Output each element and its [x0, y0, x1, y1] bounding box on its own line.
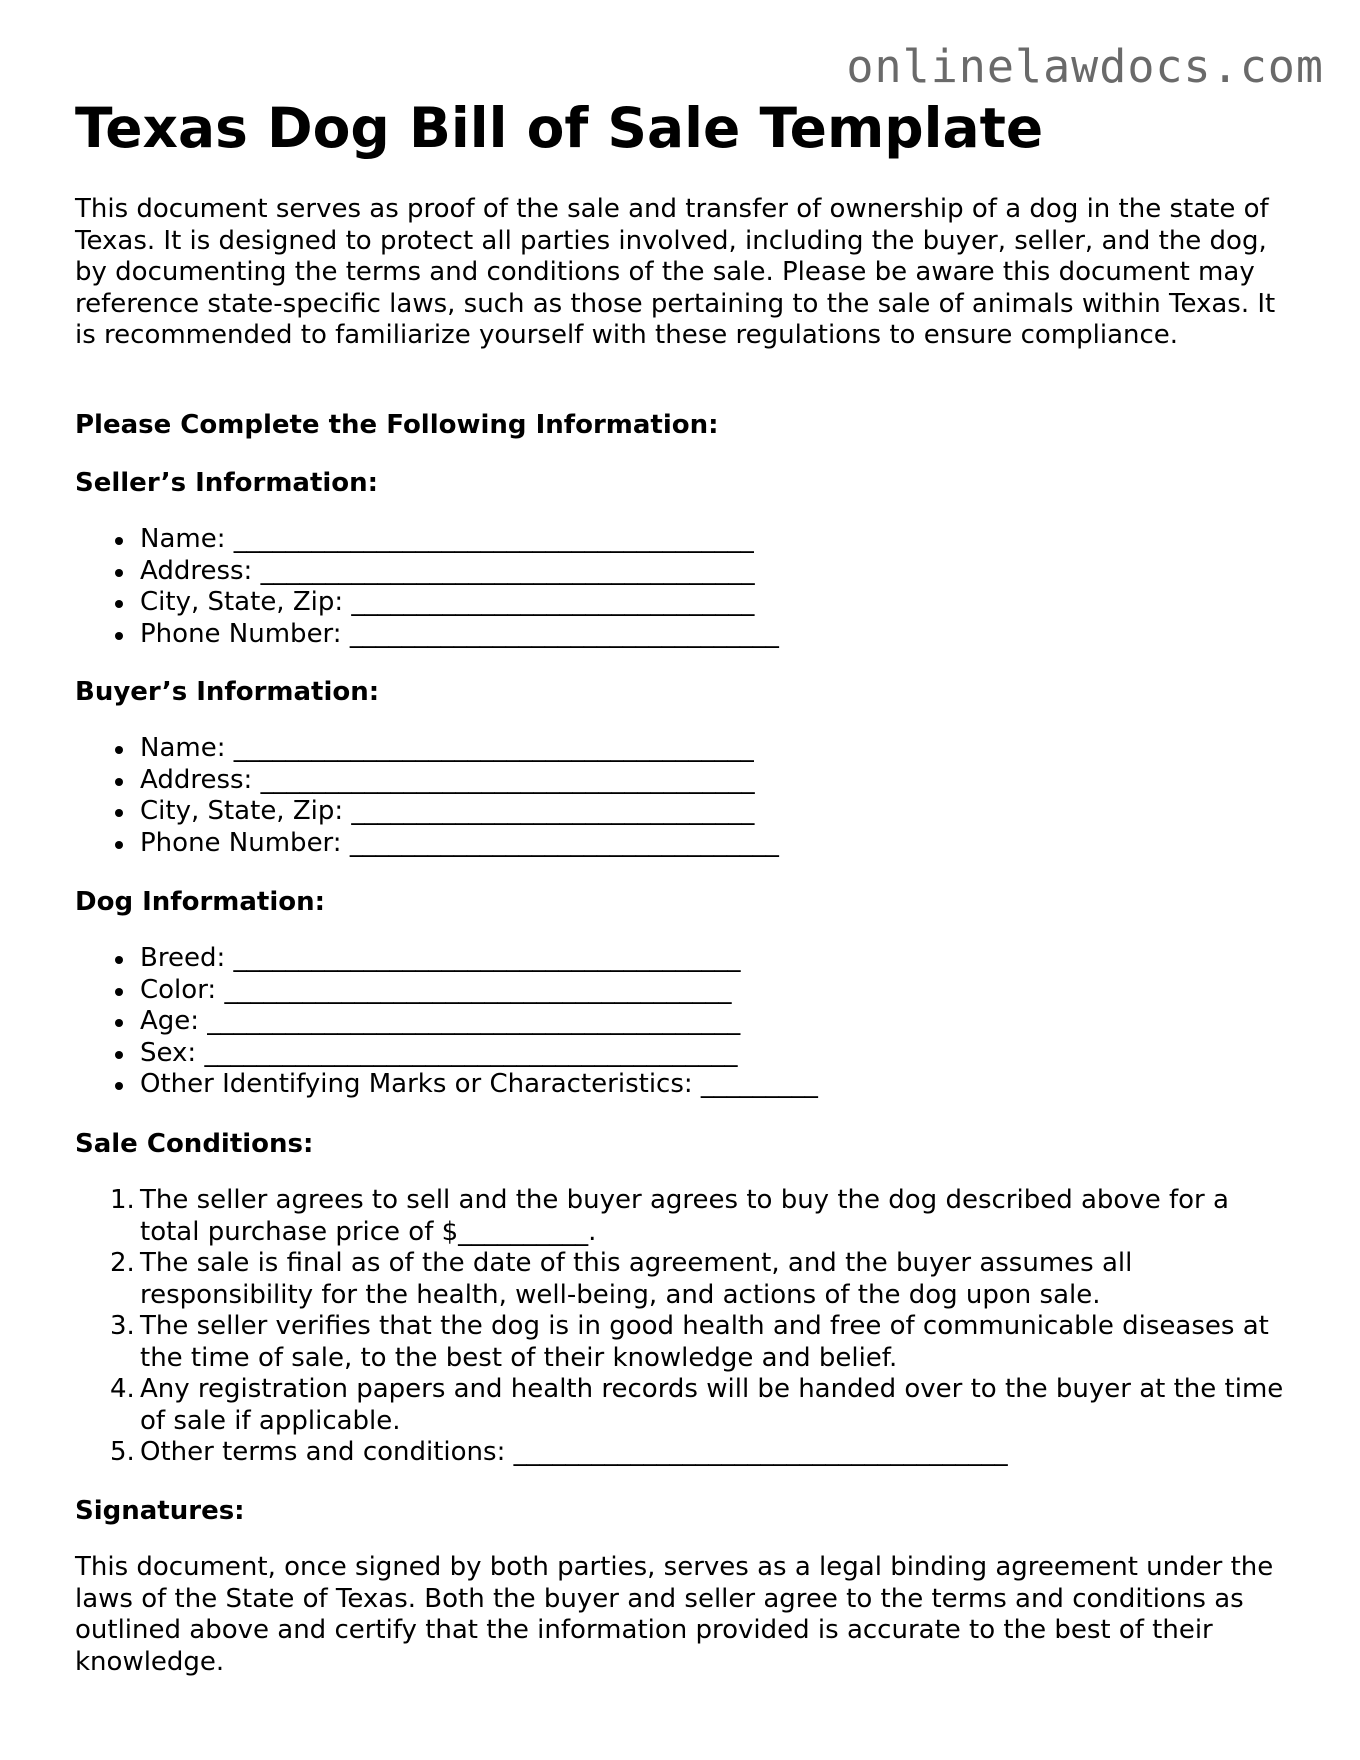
buyer-fields — [75, 733, 1290, 859]
page-title: Texas Dog Bill of Sale Template — [75, 96, 1044, 160]
complete-heading: Please Complete the Following Information: — [75, 410, 719, 440]
document-body — [75, 96, 1290, 1677]
condition-text: Any registration papers and health records will be handed over to the buyer at the time of sale if applicable. — [140, 1374, 1284, 1436]
dog-color-field[interactable]: Color: _______________________________________ — [75, 975, 1290, 1007]
condition-number: 1. — [110, 1185, 135, 1215]
seller-address-field[interactable]: Address: ______________________________________ — [75, 556, 1290, 588]
intro-paragraph: This document serves as proof of the sale and transfer of ownership of a dog in the state of Texas. It is designed to protect all parties involved, including the buyer, seller, and the dog, by documenting the terms and conditions of the sale. Please be aware this document may reference state-specific laws, such as those pertaining to the sale of animals within Texas. It is recommended to familiarize yourself with these regulations to ensure compliance. — [75, 194, 1276, 350]
condition-number: 2. — [110, 1248, 135, 1278]
sale-condition-item — [75, 1185, 1290, 1248]
seller-fields — [75, 524, 1290, 650]
condition-number: 5. — [110, 1437, 135, 1467]
dog-sex-field[interactable]: Sex: _________________________________________ — [75, 1038, 1290, 1070]
sale-heading: Sale Conditions: — [75, 1129, 314, 1159]
condition-text: The seller verifies that the dog is in good health and free of communicable diseases at the time of sale, to the best of their knowledge and belief. — [140, 1311, 1269, 1373]
buyer-phone-field[interactable]: Phone Number: _________________________________ — [75, 828, 1290, 860]
sale-condition-item — [75, 1248, 1290, 1311]
dog-heading: Dog Information: — [75, 887, 326, 917]
seller-phone-field[interactable]: Phone Number: _________________________________ — [75, 619, 1290, 651]
sale-condition-item — [75, 1311, 1290, 1374]
condition-number: 3. — [110, 1311, 135, 1341]
condition-text[interactable]: The seller agrees to sell and the buyer agrees to buy the dog described above for a total purchase price of $__________. — [140, 1185, 1229, 1247]
seller-city-state-zip-field[interactable]: City, State, Zip: _______________________________ — [75, 587, 1290, 619]
seller-heading: Seller’s Information: — [75, 468, 379, 498]
seller-name-field[interactable]: Name: ________________________________________ — [75, 524, 1290, 556]
sale-condition-item — [75, 1374, 1290, 1437]
buyer-heading: Buyer’s Information: — [75, 677, 380, 707]
sale-conditions-list — [75, 1185, 1290, 1469]
dog-marks-field[interactable]: Other Identifying Marks or Characteristics: _________ — [75, 1069, 1290, 1101]
dog-age-field[interactable]: Age: _________________________________________ — [75, 1006, 1290, 1038]
condition-number: 4. — [110, 1374, 135, 1404]
condition-text: The sale is final as of the date of this agreement, and the buyer assumes all responsibility for the health, well-being, and actions of the dog upon sale. — [140, 1248, 1133, 1310]
signatures-paragraph: This document, once signed by both parties, serves as a legal binding agreement under the laws of the State of Texas. Both the buyer and seller agree to the terms and conditions as outlined above and certify that the information provided is accurate to the best of their knowledge. — [75, 1552, 1274, 1677]
sale-condition-item — [75, 1437, 1290, 1469]
dog-breed-field[interactable]: Breed: _______________________________________ — [75, 943, 1290, 975]
signatures-heading: Signatures: — [75, 1496, 245, 1526]
buyer-name-field[interactable]: Name: ________________________________________ — [75, 733, 1290, 765]
buyer-address-field[interactable]: Address: ______________________________________ — [75, 765, 1290, 797]
dog-fields — [75, 943, 1290, 1101]
buyer-city-state-zip-field[interactable]: City, State, Zip: _______________________________ — [75, 796, 1290, 828]
condition-text[interactable]: Other terms and conditions: ______________________________________ — [140, 1437, 1008, 1467]
watermark: onlinelawdocs.com — [846, 40, 1324, 93]
